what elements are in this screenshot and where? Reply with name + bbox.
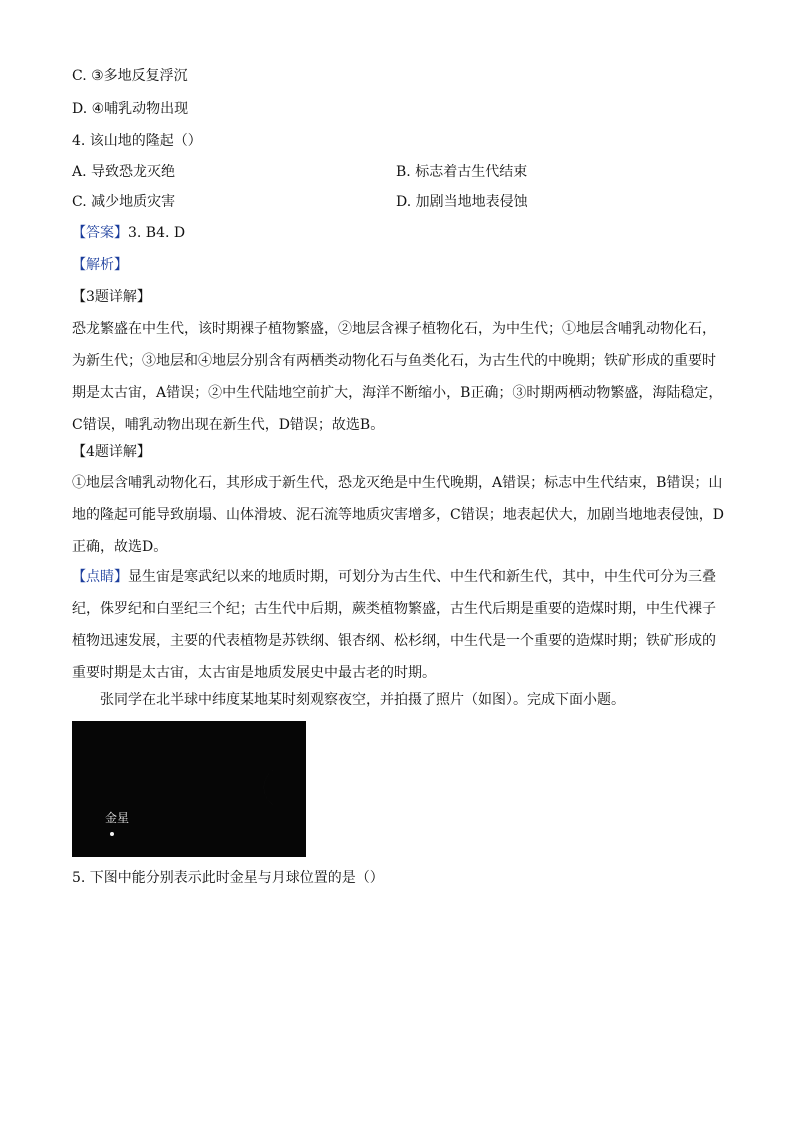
q3-detail-title: 【3题详解】 [72, 289, 151, 305]
q4-detail-paragraph [72, 467, 724, 563]
tip-paragraph [72, 561, 724, 689]
intro-text: 张同学在北半球中纬度某地某时刻观察夜空，并拍摄了照片（如图）。完成下面小题。 [100, 692, 625, 708]
tip-line [72, 561, 724, 593]
q3-option-d: D. ④哺乳动物出现 [72, 101, 189, 117]
q4-option-a: A. 导致恐龙灭绝 [72, 164, 176, 180]
crescent-moon-icon [260, 765, 296, 811]
q4-stem: 4. 该山地的隆起（） [72, 133, 202, 149]
tip-line: 重要时期是太古宙，太古宙是地质发展史中最古老的时期。 [72, 665, 436, 681]
q3-detail-line: 恐龙繁盛在中生代，该时期裸子植物繁盛，②地层含裸子植物化石，为中生代；①地层含哺乳动物化石， [72, 321, 716, 337]
q4-option-d: D. 加剧当地地表侵蚀 [396, 194, 528, 210]
venus-label: 金星 [105, 811, 130, 825]
answer-tag: 【答案】 [72, 225, 128, 241]
tip-line: 植物迅速发展，主要的代表植物是苏铁纲、银杏纲、松杉纲，中生代是一个重要的造煤时期；铁矿形成的 [72, 633, 716, 649]
answer-line [72, 223, 728, 243]
q3-detail-line: 期是太古宙，A错误；②中生代陆地空前扩大，海洋不断缩小，B正确；③时期两栖动物繁盛，海陆稳定， [72, 385, 723, 401]
answer-text: 3. B4. D [128, 225, 186, 241]
q4-detail-line: 地的隆起可能导致崩塌、山体滑坡、泥石流等地质灾害增多，C错误；地表起伏大，加剧当地地表侵蚀，D [72, 507, 724, 523]
q4-option-c: C. 减少地质灾害 [72, 194, 176, 210]
q5-stem: 5. 下图中能分别表示此时金星与月球位置的是（） [72, 870, 384, 886]
q4-detail-title: 【4题详解】 [72, 444, 151, 460]
q4-detail-line: ①地层含哺乳动物化石，其形成于新生代，恐龙灭绝是中生代晚期，A错误；标志中生代结束，B错误；山 [72, 475, 723, 491]
tip-line: 纪，侏罗纪和白垩纪三个纪；古生代中后期，蕨类植物繁盛，古生代后期是重要的造煤时期，中生代裸子 [72, 601, 716, 617]
night-sky-photo [72, 721, 306, 857]
q3-detail-paragraph [72, 313, 724, 441]
analysis-tag: 【解析】 [72, 257, 128, 273]
q4-option-b: B. 标志着古生代结束 [396, 164, 528, 180]
tip-line-text: 显生宙是寒武纪以来的地质时期，可划分为古生代、中生代和新生代，其中，中生代可分为三叠 [128, 569, 716, 585]
q3-detail-line: C错误，哺乳动物出现在新生代，D错误；故选B。 [72, 417, 385, 433]
tip-tag: 【点睛】 [72, 569, 128, 585]
q3-detail-line: 为新生代；③地层和④地层分别含有两栖类动物化石与鱼类化石，为古生代的中晚期；铁矿形成的重要时 [72, 353, 716, 369]
venus-dot [110, 832, 114, 836]
q4-detail-line: 正确，故选D。 [72, 539, 168, 555]
q3-option-c: C. ③多地反复浮沉 [72, 68, 188, 84]
